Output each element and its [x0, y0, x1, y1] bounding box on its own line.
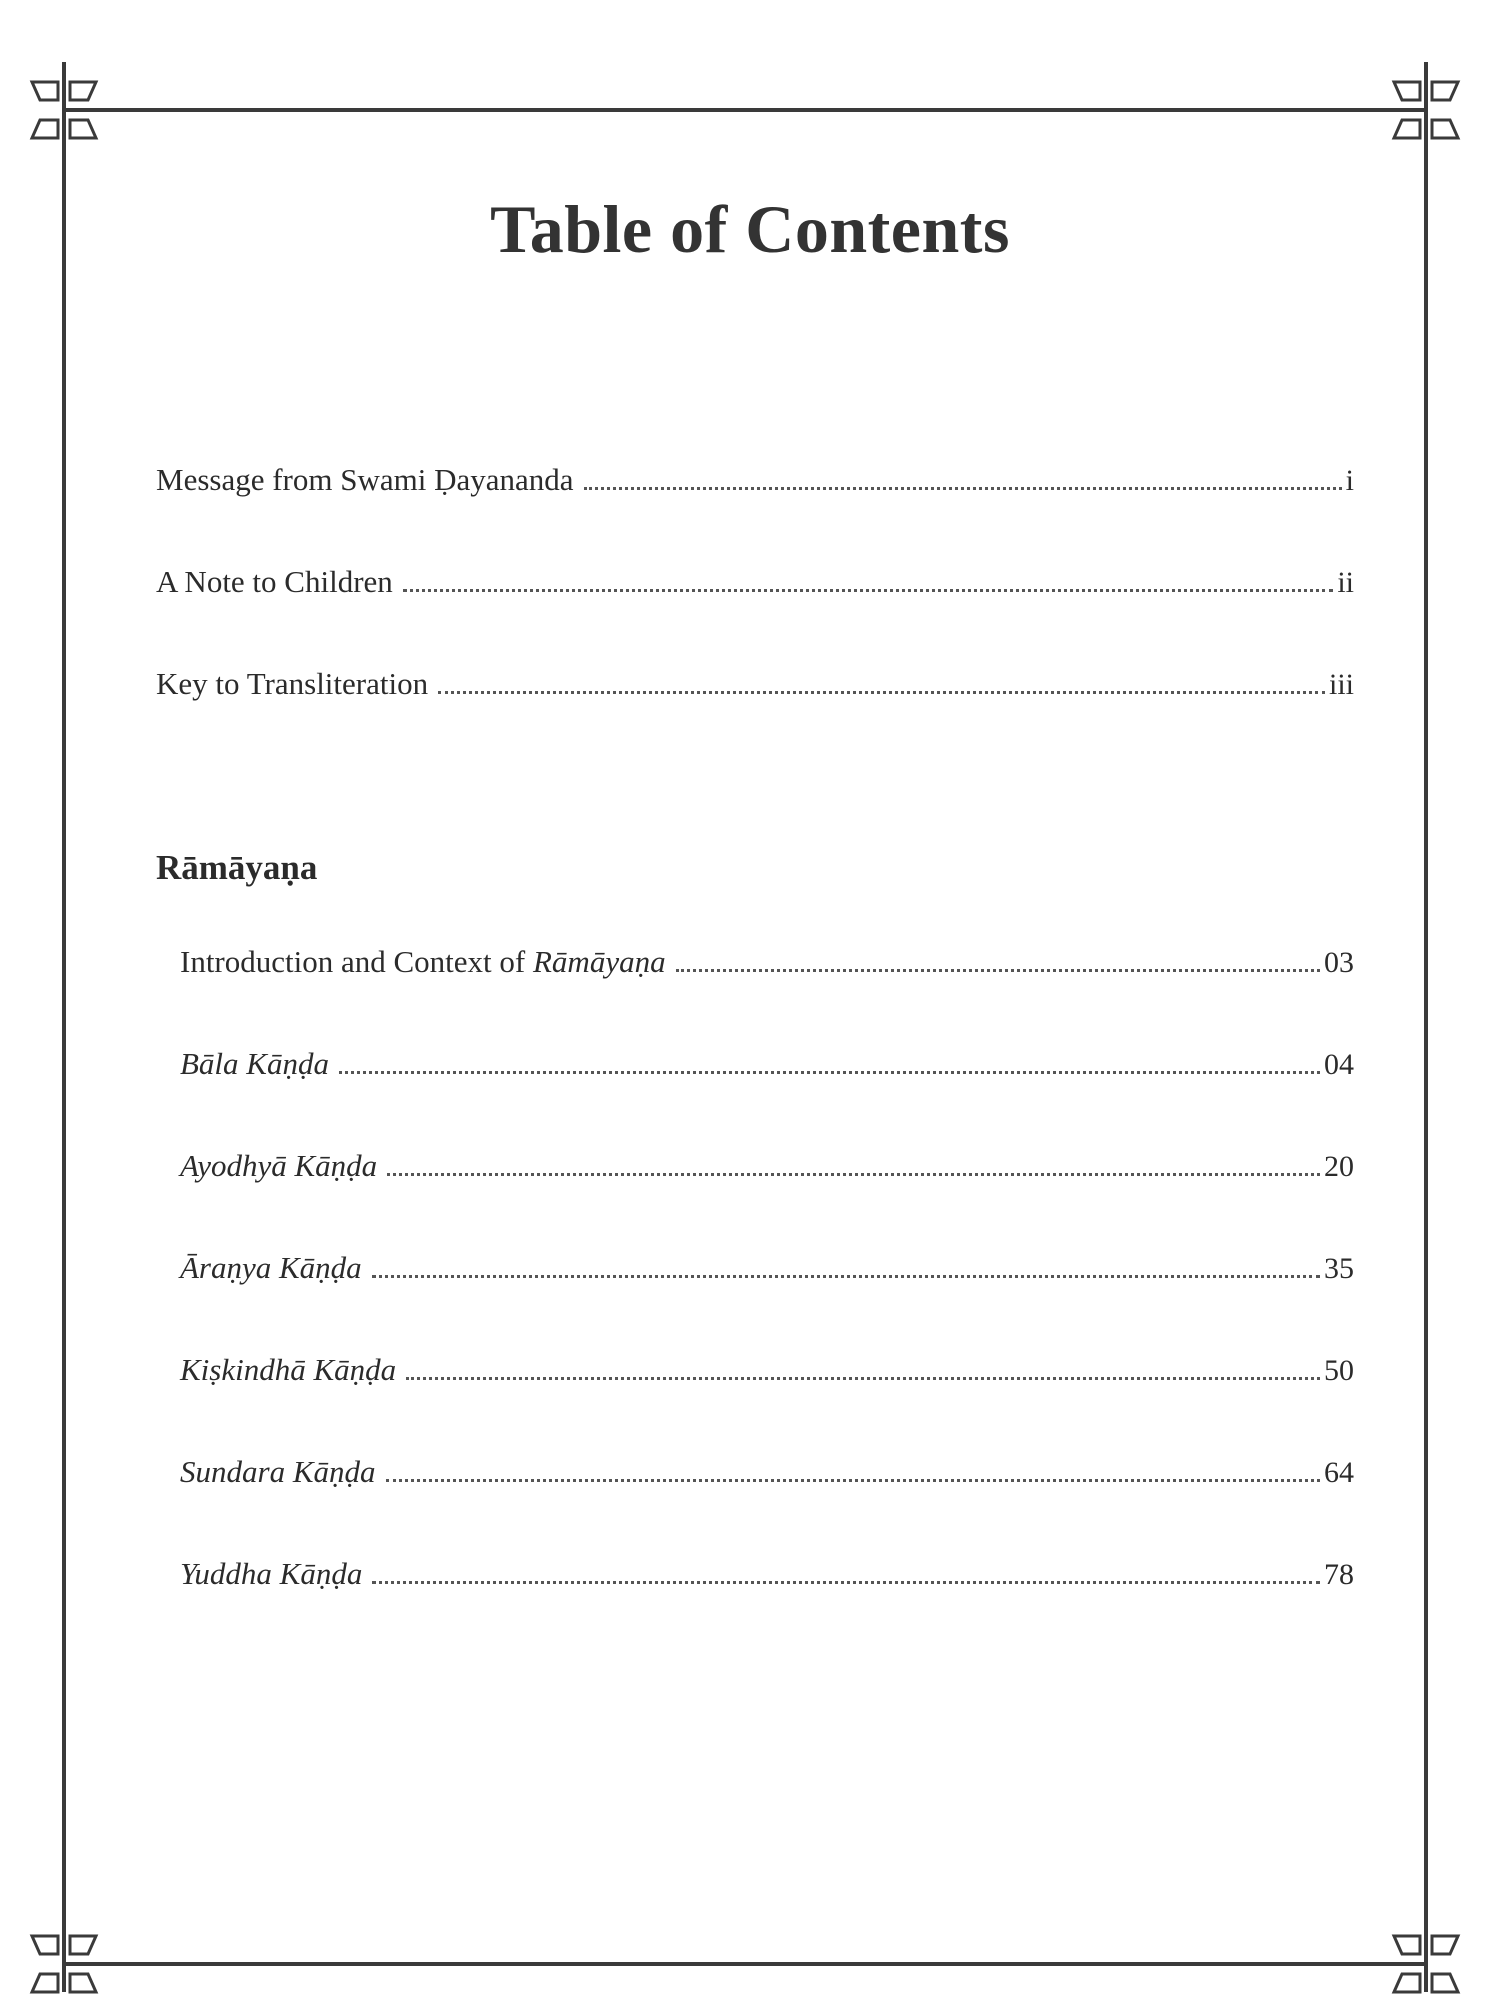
dot-leader — [403, 589, 1334, 592]
dot-leader — [584, 487, 1342, 490]
page-title: Table of Contents — [490, 191, 1010, 267]
toc-entry-message[interactable] — [156, 462, 1354, 498]
dot-leader — [386, 1479, 1321, 1482]
toc-entry-label: Bāla Kāṇḍa — [180, 1046, 329, 1081]
dot-leader — [339, 1071, 1320, 1074]
toc-entry-transliteration[interactable] — [156, 666, 1354, 702]
toc-entry-label: Kiṣkindhā Kāṇḍa — [180, 1352, 397, 1387]
toc-page-number: 03 — [1324, 946, 1354, 979]
toc-entry-label: Sundara Kāṇḍa — [180, 1454, 376, 1489]
toc-entry-label: A Note to Children — [156, 564, 393, 599]
intro-italic-title: Rāmāyaṇa — [533, 944, 666, 979]
corner-ornament-icon — [24, 1924, 104, 2004]
toc-entry-yuddha-kanda[interactable] — [180, 1556, 1354, 1592]
dot-leader — [438, 691, 1325, 694]
toc-page-number: 78 — [1324, 1558, 1354, 1591]
toc-entry-label — [180, 944, 676, 980]
toc-entry-note-to-children[interactable] — [156, 564, 1354, 600]
frame-top-line — [62, 108, 1428, 112]
toc-page-number: ii — [1337, 566, 1354, 599]
toc-entry-kiskindha-kanda[interactable] — [180, 1352, 1354, 1388]
dot-leader — [372, 1275, 1320, 1278]
corner-ornament-icon — [1386, 70, 1466, 150]
intro-prefix: Introduction and Context of — [180, 944, 533, 979]
toc-entry-label: Āraṇya Kāṇḍa — [180, 1250, 362, 1285]
toc-entry-label: Message from Swami Ḍayananda — [156, 462, 574, 497]
dot-leader — [676, 969, 1320, 972]
corner-ornament-icon — [24, 70, 104, 150]
dot-leader — [372, 1581, 1320, 1584]
toc-entry-label: Yuddha Kāṇḍa — [180, 1556, 363, 1591]
toc-entry-label: Key to Transliteration — [156, 666, 429, 701]
toc-page-number: 64 — [1324, 1456, 1354, 1489]
toc-page-number: 50 — [1324, 1354, 1354, 1387]
corner-ornament-icon — [1386, 1924, 1466, 2004]
toc-page-number: i — [1345, 464, 1354, 497]
frame-left-line — [62, 62, 66, 1992]
toc-page-number: iii — [1328, 668, 1354, 701]
toc-entry-label: Ayodhyā Kāṇḍa — [180, 1148, 378, 1183]
dot-leader — [387, 1173, 1320, 1176]
toc-entry-ayodhya-kanda[interactable] — [180, 1148, 1354, 1184]
frame-bottom-line — [62, 1962, 1428, 1966]
toc-page-number: 35 — [1324, 1252, 1354, 1285]
section-heading: Rāmāyaṇa — [156, 848, 318, 887]
toc-entry-introduction[interactable] — [180, 944, 1354, 980]
toc-entry-bala-kanda[interactable] — [180, 1046, 1354, 1082]
toc-page-number: 04 — [1324, 1048, 1354, 1081]
toc-entry-aranya-kanda[interactable] — [180, 1250, 1354, 1286]
toc-page-number: 20 — [1324, 1150, 1354, 1183]
frame-right-line — [1424, 62, 1428, 1992]
toc-entry-sundara-kanda[interactable] — [180, 1454, 1354, 1490]
dot-leader — [406, 1377, 1320, 1380]
